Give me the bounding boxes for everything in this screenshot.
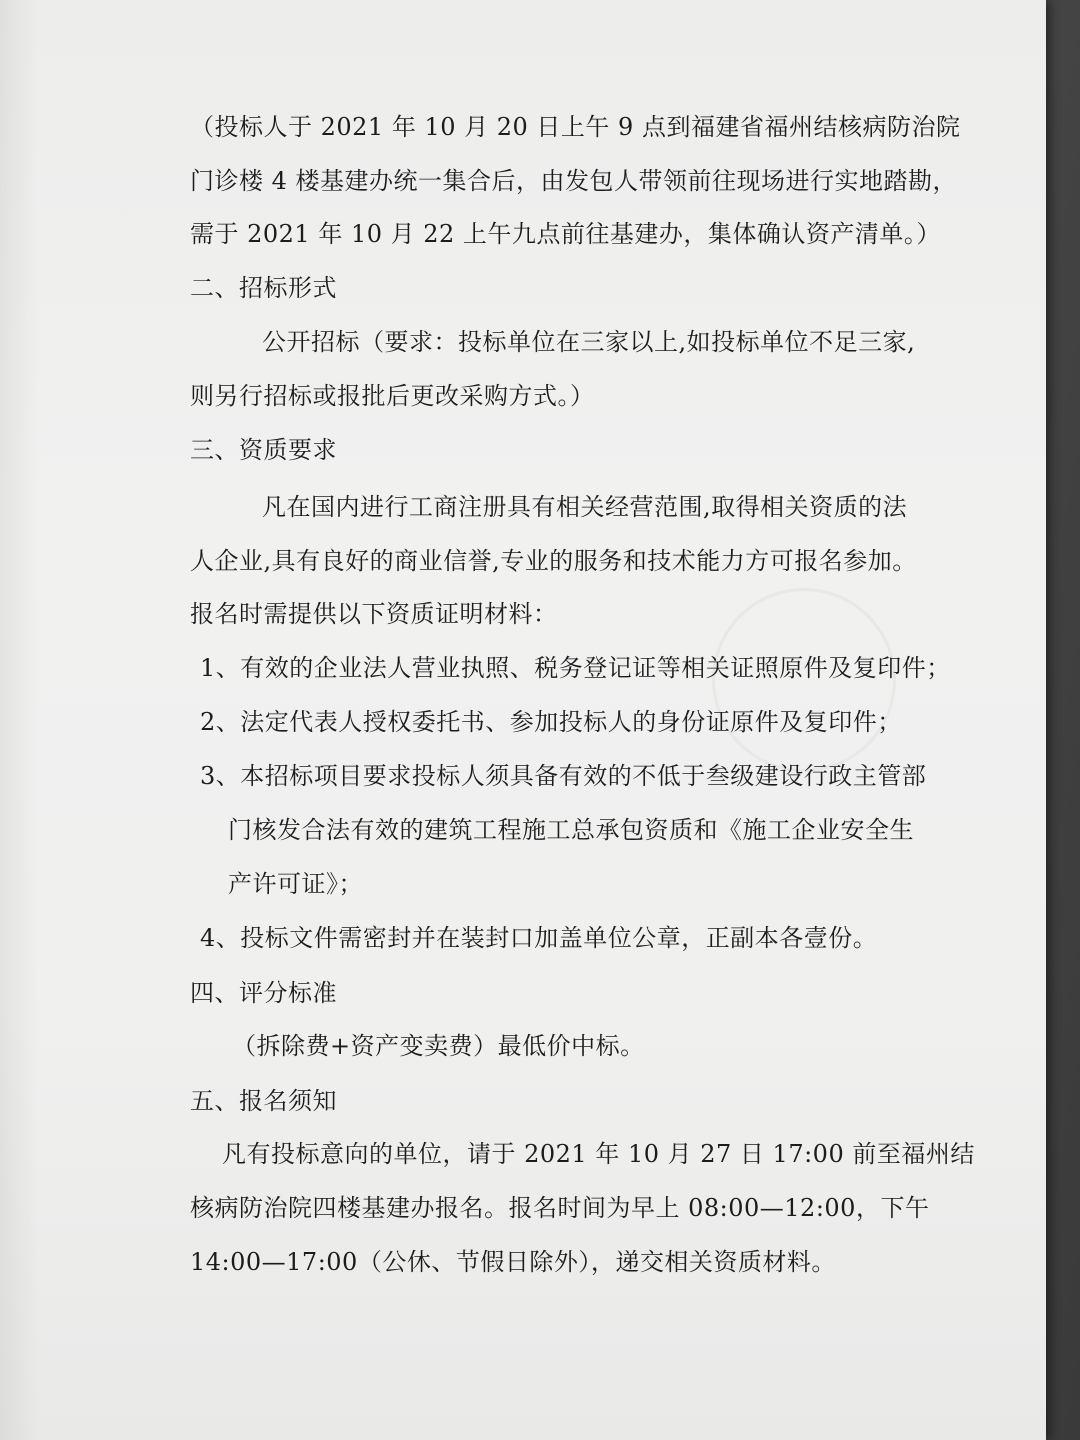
para-4: （拆除费+资产变卖费）最低价中标。 [232, 1032, 645, 1060]
para-5-line-1: 凡有投标意向的单位，请于 2021 年 10 月 27 日 17:00 前至福州结 [222, 1140, 975, 1168]
heading-scoring: 四、评分标准 [190, 979, 337, 1007]
list-item-3-line-2: 门核发合法有效的建筑工程施工总承包资质和《施工企业安全生 [228, 816, 914, 844]
list-item-4: 4、投标文件需密封并在装封口加盖单位公章，正副本各壹份。 [200, 924, 878, 952]
heading-registration: 五、报名须知 [190, 1087, 337, 1115]
para-2-line-1: 公开招标（要求：投标单位在三家以上,如投标单位不足三家, [262, 328, 916, 356]
para-5-line-2: 核病防治院四楼基建办报名。报名时间为早上 08:00—12:00，下午 [190, 1194, 930, 1222]
para-1-line-2: 门诊楼 4 楼基建办统一集合后，由发包人带领前往现场进行实地踏勘， [190, 167, 958, 195]
list-item-3-line-3: 产许可证》； [228, 870, 363, 898]
para-1-line-1: （投标人于 2021 年 10 月 20 日上午 9 点到福建省福州结核病防治院 [190, 113, 961, 141]
list-item-1: 1、有效的企业法人营业执照、税务登记证等相关证照原件及复印件； [200, 654, 951, 682]
para-1-line-3: 需于 2021 年 10 月 22 上午九点前往基建办，集体确认资产清单。） [190, 220, 941, 248]
para-5-line-3: 14:00—17:00（公休、节假日除外），递交相关资质材料。 [190, 1248, 836, 1276]
list-item-2: 2、法定代表人授权委托书、参加投标人的身份证原件及复印件； [200, 708, 902, 736]
heading-bidding-form: 二、招标形式 [190, 274, 337, 302]
list-item-3-line-1: 3、本招标项目要求投标人须具备有效的不低于叁级建设行政主管部 [200, 762, 927, 790]
para-2-line-2: 则另行招标或报批后更改采购方式。） [190, 382, 595, 410]
para-3-line-3: 报名时需提供以下资质证明材料： [190, 600, 558, 628]
heading-qualification: 三、资质要求 [190, 436, 337, 464]
para-3-line-1: 凡在国内进行工商注册具有相关经营范围,取得相关资质的法 [262, 493, 908, 521]
para-3-line-2: 人企业,具有良好的商业信誉,专业的服务和技术能力方可报名参加。 [190, 547, 917, 575]
